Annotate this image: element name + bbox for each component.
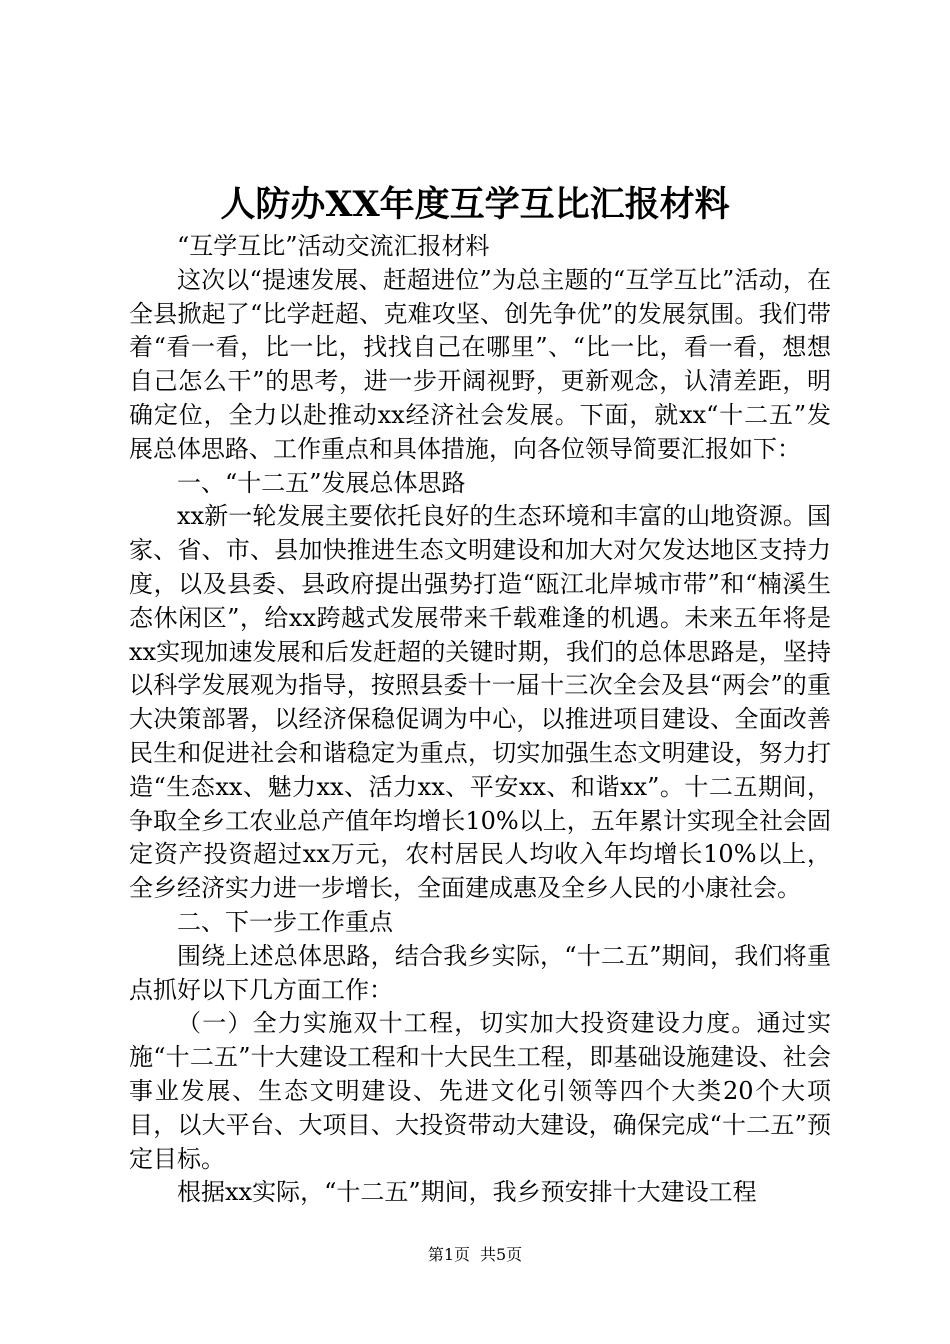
document-title: 人防办XX年度互学互比汇报材料 <box>220 184 730 225</box>
paragraph-intro: 这次以“提速发展、赶超进位”为总主题的“互学互比”活动，在全县掀起了“比学赶超、克难攻坚、创先争优”的发展氛围。我们带着“看一看，比一比，找找自己在哪里”、“比一比，看一看，想想自己怎么干”的思考，进一步开阔视野，更新观念，认清差距，明确定位，全力以赴推动xx经济社会发展。下面，就xx“十二五”发展总体思路、工作重点和具体措施，向各位领导简要汇报如下： <box>129 265 831 463</box>
section-heading-1: 一、“十二五”发展总体思路 <box>177 468 466 497</box>
paragraph-item-1: （一）全力实施双十工程，切实加大投资建设力度。通过实施“十二五”十大建设工程和十大民生工程，即基础设施建设、社会事业发展、生态文明建设、先进文化引领等四个大类20个大项目，以大平台、大项目、大投资带动大建设，确保完成“十二五”预定目标。 <box>129 1009 831 1173</box>
paragraph-overall-plan: xx新一轮发展主要依托良好的生态环境和丰富的山地资源。国家、省、市、县加快推进生态文明建设和加大对欠发达地区支持力度，以及县委、县政府提出强势打造“瓯江北岸城市带”和“楠溪生态休闲区”，给xx跨越式发展带来千载难逢的机遇。未来五年将是xx实现加速发展和后发赶超的关键时期，我们的总体思路是，坚持以科学发展观为指导，按照县委十一届十三次全会及县“两会”的重大决策部署，以经济保稳促调为中心，以推进项目建设、全面改善民生和促进社会和谐稳定为重点，切实加强生态文明建设，努力打造“生态xx、魅力xx、活力xx、平安xx、和谐xx”。十二五期间，争取全乡工农业总产值年均增长10%以上，五年累计实现全社会固定资产投资超过xx万元，农村居民人均收入年均增长10%以上，全乡经济实力进一步增长，全面建成惠及全乡人民的小康社会。 <box>129 502 831 903</box>
page-number: 第1页 <box>427 1245 470 1264</box>
section-heading-2: 二、下一步工作重点 <box>177 907 393 936</box>
subheading-activity: “互学互比”活动交流汇报材料 <box>177 232 490 260</box>
paragraph-continued: 根据xx实际，“十二五”期间，我乡预安排十大建设工程 <box>177 1178 757 1207</box>
page-footer <box>0 1244 950 1266</box>
paragraph-work-focus: 围绕上述总体思路，结合我乡实际，“十二五”期间，我们将重点抓好以下几方面工作： <box>129 941 831 1004</box>
page-total: 共5页 <box>480 1245 523 1264</box>
document-body <box>129 230 831 1210</box>
